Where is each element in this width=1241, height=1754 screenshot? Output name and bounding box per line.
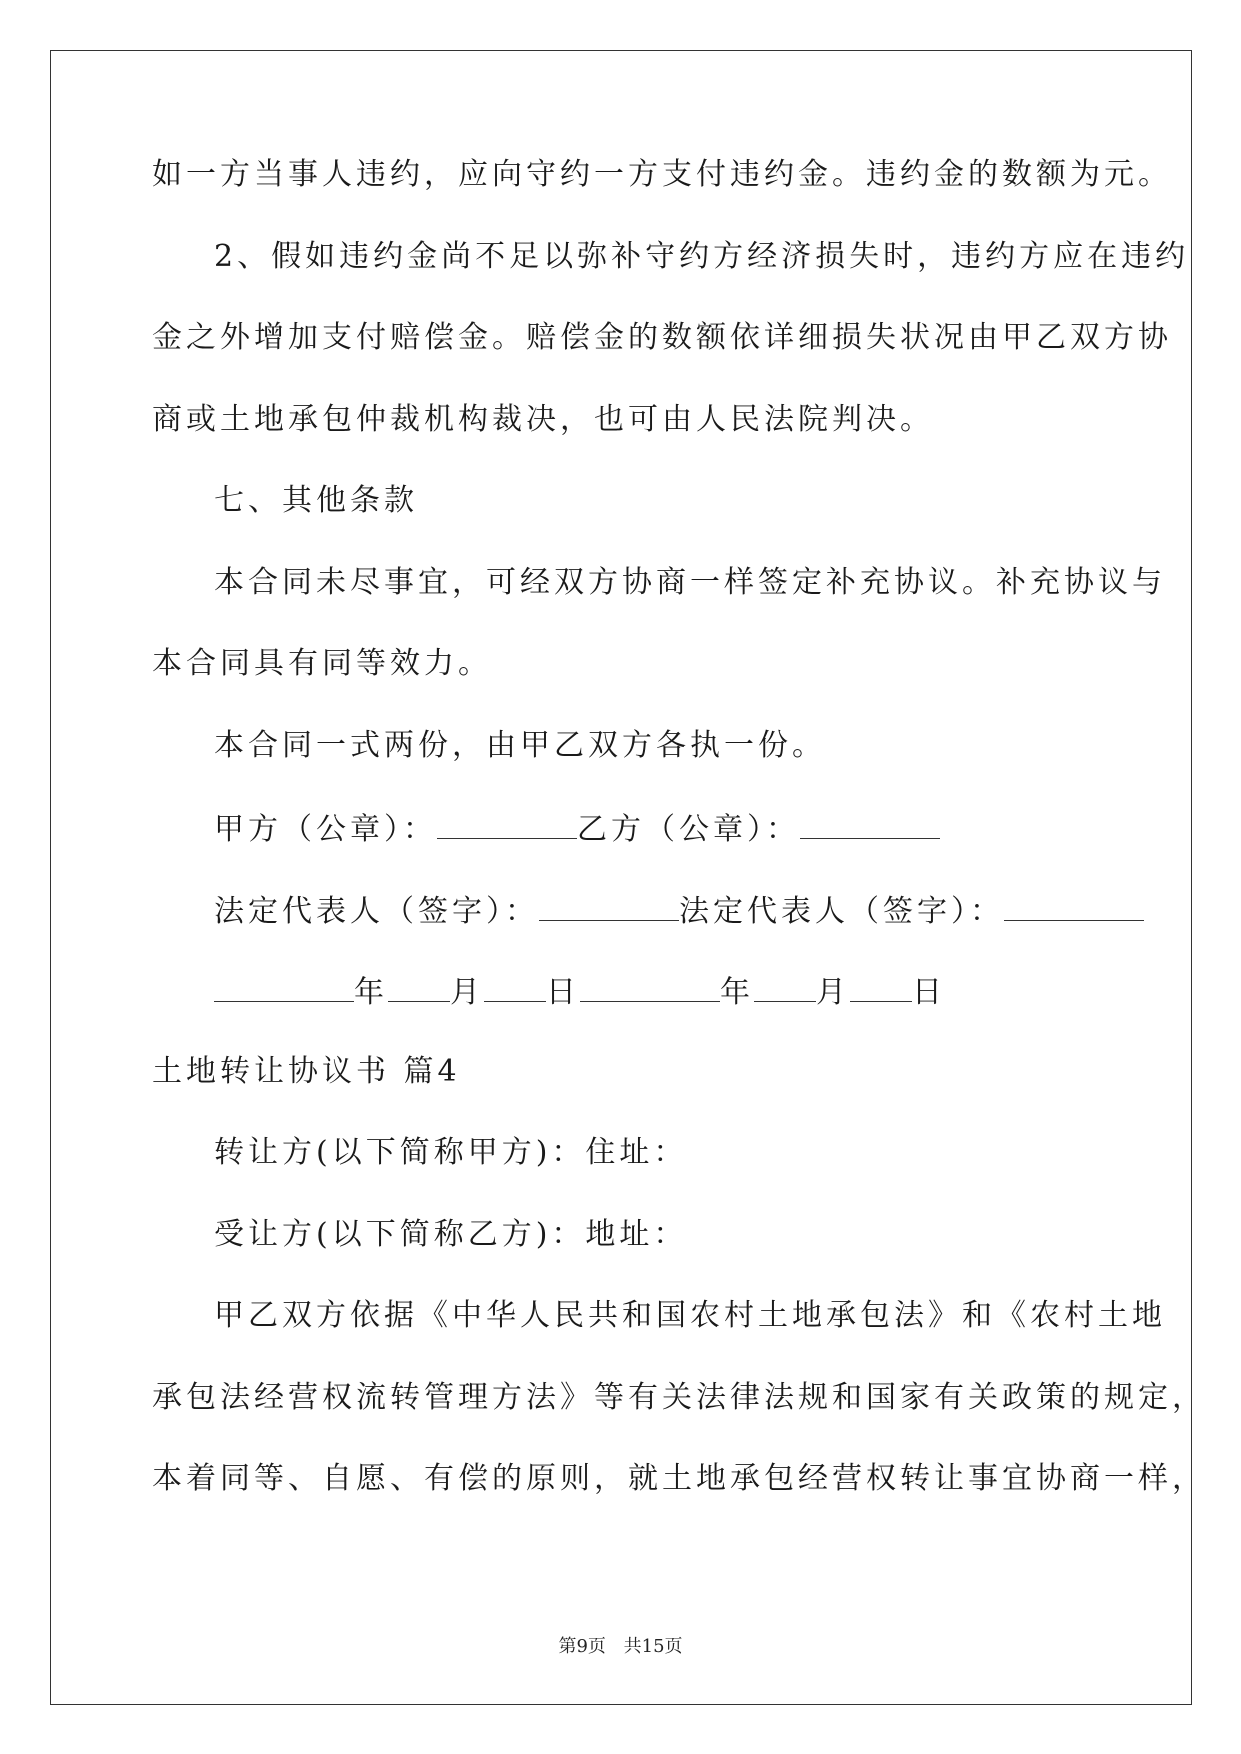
month-a-blank <box>388 975 450 1002</box>
party-b-seal-label: 乙方（公章）： <box>577 812 800 847</box>
paragraph-line: 商或土地承包仲裁机构裁决，也可由人民法院判决。 <box>152 401 934 437</box>
page-footer <box>0 1632 1241 1658</box>
paragraph-line: 甲乙双方依据《中华人民共和国农村土地承包法》和《农村土地 <box>214 1298 1166 1333</box>
party-a-rep-label: 法定代表人（签字）： <box>214 893 539 929</box>
party-a-seal-blank <box>437 812 577 839</box>
year-label: 年 <box>354 975 388 1010</box>
paragraph-line: 2、假如违约金尚不足以弥补守约方经济损失时，违约方应在违约 <box>214 238 1190 274</box>
party-a-rep-blank <box>539 894 679 921</box>
month-label: 月 <box>816 975 850 1010</box>
year-label: 年 <box>720 975 754 1010</box>
page-total: 共15页 <box>623 1636 683 1657</box>
document-body <box>152 157 1206 1546</box>
paragraph-line: 本着同等、自愿、有偿的原则，就土地承包经营权转让事宜协商一样， <box>152 1461 1206 1496</box>
month-label: 月 <box>450 975 484 1010</box>
seal-line <box>152 812 1102 894</box>
party-a-seal-label: 甲方（公章）： <box>214 812 437 847</box>
representative-line <box>152 894 1102 976</box>
paragraph-line: 转让方(以下简称甲方)：住址： <box>214 1135 688 1170</box>
party-b-seal-blank <box>800 812 940 839</box>
day-label: 日 <box>912 975 946 1010</box>
date-line <box>152 975 1102 1057</box>
section-title: 土地转让协议书 篇4 <box>152 1053 461 1089</box>
party-b-rep-label: 法定代表人（签字）： <box>679 893 1004 929</box>
section-heading: 七、其他条款 <box>214 483 418 518</box>
page-number: 第9页 <box>558 1636 606 1657</box>
date-a-blank <box>214 975 354 1002</box>
day-label: 日 <box>546 975 580 1010</box>
paragraph-line: 承包法经营权流转管理方法》等有关法律法规和国家有关政策的规定， <box>152 1379 1206 1415</box>
paragraph-line: 本合同未尽事宜，可经双方协商一样签定补充协议。补充协议与 <box>214 564 1166 600</box>
day-a-blank <box>484 975 546 1002</box>
paragraph-line: 本合同一式两份，由甲乙双方各执一份。 <box>214 727 826 763</box>
day-b-blank <box>850 975 912 1002</box>
paragraph-line: 受让方(以下简称乙方)：地址： <box>214 1216 688 1252</box>
paragraph-line: 金之外增加支付赔偿金。赔偿金的数额依详细损失状况由甲乙双方协 <box>152 320 1172 355</box>
paragraph-line: 如一方当事人违约，应向守约一方支付违约金。违约金的数额为元。 <box>152 157 1172 192</box>
month-b-blank <box>754 975 816 1002</box>
party-b-rep-blank <box>1004 894 1144 921</box>
date-b-blank <box>580 975 720 1002</box>
paragraph-line: 本合同具有同等效力。 <box>152 646 492 681</box>
